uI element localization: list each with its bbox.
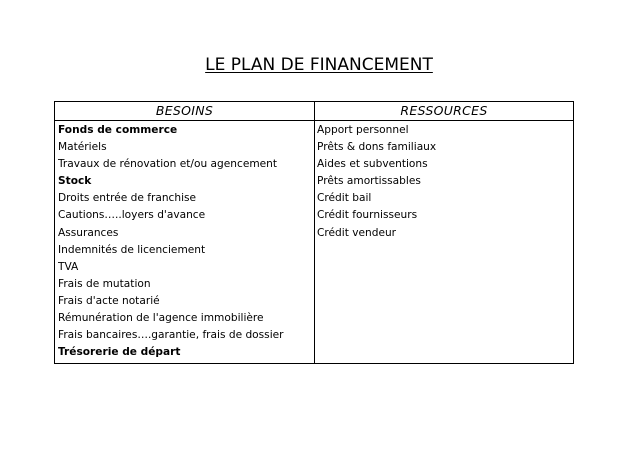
- besoins-item-tresorerie: Trésorerie de départ: [58, 346, 181, 359]
- ressources-item-aides-subventions: Aides et subventions: [317, 158, 428, 171]
- header-besoins: BESOINS: [155, 103, 214, 118]
- ressources-list: [317, 122, 571, 242]
- financing-plan-table: [54, 101, 574, 364]
- besoins-item-indemnites: Indemnités de licenciement: [58, 243, 206, 256]
- ressources-item-credit-fournisseurs: Crédit fournisseurs: [317, 209, 418, 222]
- besoins-item-frais-acte-notarie: Frais d'acte notarié: [58, 294, 160, 307]
- besoins-item-stock: Stock: [58, 175, 92, 188]
- besoins-item-tva: TVA: [58, 260, 79, 273]
- besoins-item-assurances: Assurances: [58, 226, 119, 239]
- besoins-item-travaux: Travaux de rénovation et/ou agencement: [58, 158, 278, 171]
- besoins-item-cautions: Cautions…..loyers d'avance: [58, 209, 206, 222]
- besoins-item-frais-mutation: Frais de mutation: [58, 277, 151, 290]
- ressources-item-prets-amortissables: Prêts amortissables: [317, 175, 421, 188]
- header-ressources: RESSOURCES: [400, 103, 488, 118]
- page-title: LE PLAN DE FINANCEMENT: [205, 55, 433, 75]
- besoins-item-droits-franchise: Droits entrée de franchise: [58, 192, 197, 205]
- besoins-item-materiels: Matériels: [58, 141, 107, 154]
- besoins-item-fonds-de-commerce: Fonds de commerce: [58, 124, 178, 136]
- ressources-item-prets-dons: Prêts & dons familiaux: [317, 141, 437, 154]
- ressources-item-apport-personnel: Apport personnel: [317, 124, 409, 136]
- ressources-item-credit-bail: Crédit bail: [317, 192, 372, 205]
- besoins-item-remuneration-agence: Rémunération de l'agence immobilière: [58, 312, 264, 325]
- besoins-item-frais-bancaires: Frais bancaires….garantie, frais de dossier: [58, 329, 284, 342]
- besoins-list: [58, 122, 312, 361]
- column-divider: [314, 102, 315, 363]
- ressources-item-credit-vendeur: Crédit vendeur: [317, 226, 397, 239]
